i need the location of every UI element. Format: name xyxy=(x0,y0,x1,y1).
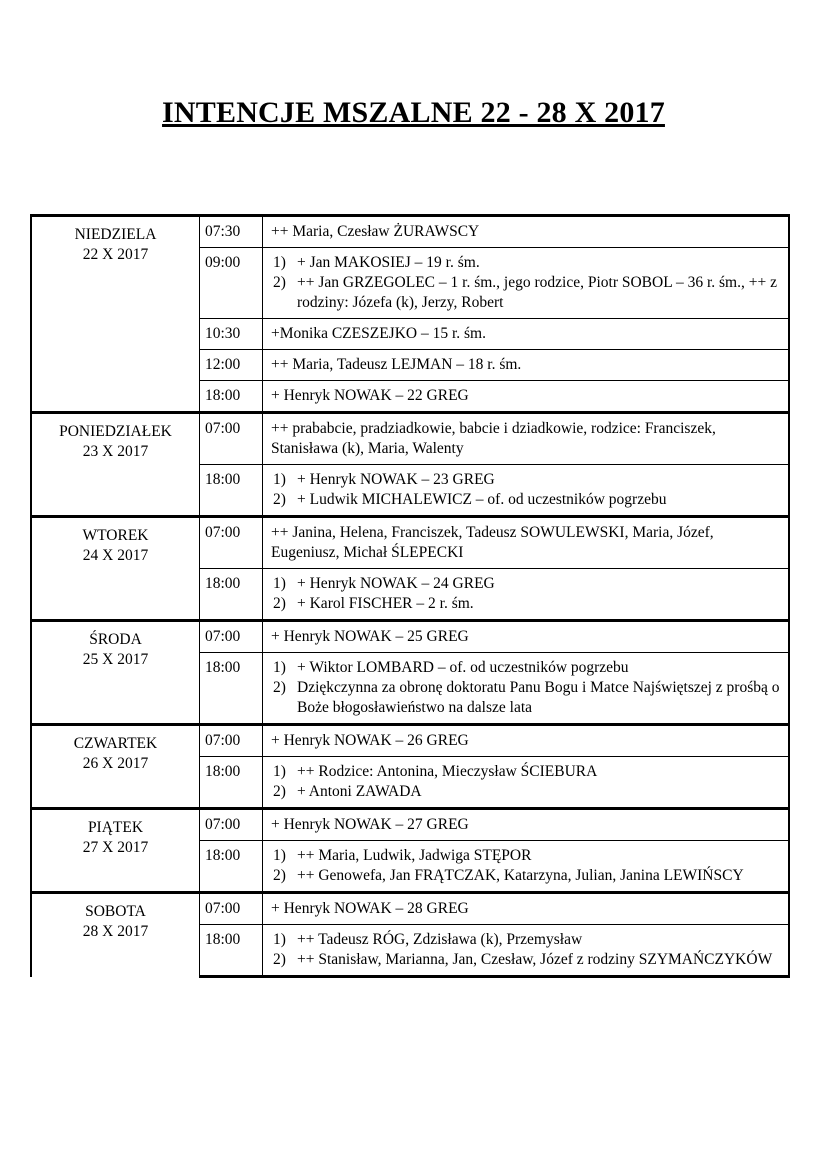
schedule-body xyxy=(31,216,789,977)
intention-text: +Monika CZESZEJKO – 15 r. śm. xyxy=(271,325,486,342)
item-text: ++ Tadeusz RÓG, Zdzisława (k), Przemysław xyxy=(297,931,583,948)
mass-intention xyxy=(263,893,790,925)
day-date: 22 X 2017 xyxy=(82,246,149,263)
mass-intention xyxy=(263,319,790,350)
item-number: 1) xyxy=(273,254,286,271)
item-number: 2) xyxy=(273,595,286,612)
mass-intention xyxy=(263,841,790,893)
mass-time: 07:00 xyxy=(200,893,263,925)
intention-item xyxy=(267,490,785,510)
day-cell xyxy=(31,216,200,413)
day-date: 27 X 2017 xyxy=(82,839,149,856)
intention-text: ++ Janina, Helena, Franciszek, Tadeusz SOWULEWSKI, Maria, Józef, Eugeniusz, Michał ŚLEPECKI xyxy=(271,524,714,561)
item-number: 2) xyxy=(273,951,286,968)
mass-row xyxy=(31,216,789,248)
intention-text: + Henryk NOWAK – 26 GREG xyxy=(271,732,469,749)
mass-time: 18:00 xyxy=(200,653,263,725)
day-name: PIĄTEK xyxy=(87,819,144,836)
item-text: ++ Maria, Ludwik, Jadwiga STĘPOR xyxy=(297,847,532,864)
item-text: + Henryk NOWAK – 23 GREG xyxy=(297,471,495,488)
item-number: 1) xyxy=(273,471,286,488)
item-number: 1) xyxy=(273,575,286,592)
intention-item xyxy=(267,470,785,490)
day-date: 25 X 2017 xyxy=(82,651,149,668)
item-number: 2) xyxy=(273,679,286,696)
mass-time: 10:30 xyxy=(200,319,263,350)
item-text: Dziękczynna za obronę doktoratu Panu Bogu i Matce Najświętszej z prośbą o Boże błogosławieństwo na dalsze lata xyxy=(297,679,780,716)
mass-intention xyxy=(263,757,790,809)
mass-time: 18:00 xyxy=(200,465,263,517)
day-date: 28 X 2017 xyxy=(82,923,149,940)
mass-row xyxy=(31,725,789,757)
item-text: ++ Rodzice: Antonina, Mieczysław ŚCIEBURA xyxy=(297,763,598,780)
item-text: + Jan MAKOSIEJ – 19 r. śm. xyxy=(297,254,480,271)
day-name: NIEDZIELA xyxy=(74,226,157,243)
page-title: INTENCJE MSZALNE 22 - 28 X 2017 xyxy=(162,96,665,129)
mass-row xyxy=(31,517,789,569)
item-text: + Ludwik MICHALEWICZ – of. od uczestników pogrzebu xyxy=(297,491,667,508)
mass-intention xyxy=(263,725,790,757)
intention-item xyxy=(267,253,785,273)
mass-intention xyxy=(263,653,790,725)
intention-text: + Henryk NOWAK – 27 GREG xyxy=(271,816,469,833)
intention-item xyxy=(267,782,785,802)
mass-intention xyxy=(263,569,790,621)
intention-item xyxy=(267,574,785,594)
item-number: 1) xyxy=(273,931,286,948)
day-date: 26 X 2017 xyxy=(82,755,149,772)
day-name: ŚRODA xyxy=(89,631,142,648)
day-date: 23 X 2017 xyxy=(82,443,149,460)
item-number: 2) xyxy=(273,274,286,291)
mass-intention xyxy=(263,621,790,653)
day-cell xyxy=(31,809,200,893)
intention-item xyxy=(267,866,785,886)
mass-time: 18:00 xyxy=(200,841,263,893)
mass-row xyxy=(31,413,789,465)
day-name: SOBOTA xyxy=(85,903,146,920)
intention-item xyxy=(267,658,785,678)
day-cell xyxy=(31,725,200,809)
mass-time: 07:00 xyxy=(200,517,263,569)
item-number: 1) xyxy=(273,763,286,780)
mass-time: 09:00 xyxy=(200,248,263,319)
item-number: 1) xyxy=(273,847,286,864)
intention-item xyxy=(267,846,785,866)
item-text: + Antoni ZAWADA xyxy=(297,783,422,800)
mass-time: 07:00 xyxy=(200,809,263,841)
mass-time: 12:00 xyxy=(200,350,263,381)
mass-time: 18:00 xyxy=(200,757,263,809)
mass-intention xyxy=(263,413,790,465)
intention-text: ++ Maria, Czesław ŻURAWSCY xyxy=(271,223,480,240)
mass-intention xyxy=(263,381,790,413)
mass-intention xyxy=(263,465,790,517)
intention-text: + Henryk NOWAK – 22 GREG xyxy=(271,387,469,404)
day-cell xyxy=(31,893,200,977)
mass-intention xyxy=(263,350,790,381)
day-name: WTOREK xyxy=(82,527,149,544)
mass-time: 18:00 xyxy=(200,925,263,977)
mass-intentions-table xyxy=(30,214,790,978)
intention-text: ++ Maria, Tadeusz LEJMAN – 18 r. śm. xyxy=(271,356,522,373)
mass-intention xyxy=(263,809,790,841)
item-number: 2) xyxy=(273,491,286,508)
item-text: + Wiktor LOMBARD – of. od uczestników pogrzebu xyxy=(297,659,629,676)
intention-item xyxy=(267,930,785,950)
item-text: ++ Jan GRZEGOLEC – 1 r. śm., jego rodzice, Piotr SOBOL – 36 r. śm., ++ z rodziny: Józefa (k), Jerzy, Robert xyxy=(297,274,777,311)
mass-time: 07:00 xyxy=(200,621,263,653)
item-text: + Henryk NOWAK – 24 GREG xyxy=(297,575,495,592)
intention-item xyxy=(267,678,785,718)
mass-row xyxy=(31,621,789,653)
day-name: CZWARTEK xyxy=(73,735,158,752)
item-number: 1) xyxy=(273,659,286,676)
item-number: 2) xyxy=(273,867,286,884)
intention-text: + Henryk NOWAK – 28 GREG xyxy=(271,900,469,917)
intention-item xyxy=(267,594,785,614)
mass-intention xyxy=(263,925,790,977)
mass-row xyxy=(31,893,789,925)
mass-time: 18:00 xyxy=(200,381,263,413)
mass-time: 07:00 xyxy=(200,725,263,757)
mass-intention xyxy=(263,517,790,569)
item-number: 2) xyxy=(273,783,286,800)
mass-row xyxy=(31,809,789,841)
intention-item xyxy=(267,950,785,970)
mass-time: 18:00 xyxy=(200,569,263,621)
mass-intention xyxy=(263,216,790,248)
mass-time: 07:30 xyxy=(200,216,263,248)
item-text: + Karol FISCHER – 2 r. śm. xyxy=(297,595,474,612)
intention-item xyxy=(267,762,785,782)
item-text: ++ Stanisław, Marianna, Jan, Czesław, Józef z rodziny SZYMAŃCZYKÓW xyxy=(297,951,773,968)
intention-item xyxy=(267,273,785,313)
mass-time: 07:00 xyxy=(200,413,263,465)
day-cell xyxy=(31,517,200,621)
item-text: ++ Genowefa, Jan FRĄTCZAK, Katarzyna, Julian, Janina LEWIŃSCY xyxy=(297,867,744,884)
intention-text: + Henryk NOWAK – 25 GREG xyxy=(271,628,469,645)
intention-text: ++ prababcie, pradziadkowie, babcie i dziadkowie, rodzice: Franciszek, Stanisława (k), Maria, Walenty xyxy=(271,420,716,457)
day-date: 24 X 2017 xyxy=(82,547,149,564)
mass-intention xyxy=(263,248,790,319)
day-cell xyxy=(31,413,200,517)
day-cell xyxy=(31,621,200,725)
day-name: PONIEDZIAŁEK xyxy=(59,423,172,440)
